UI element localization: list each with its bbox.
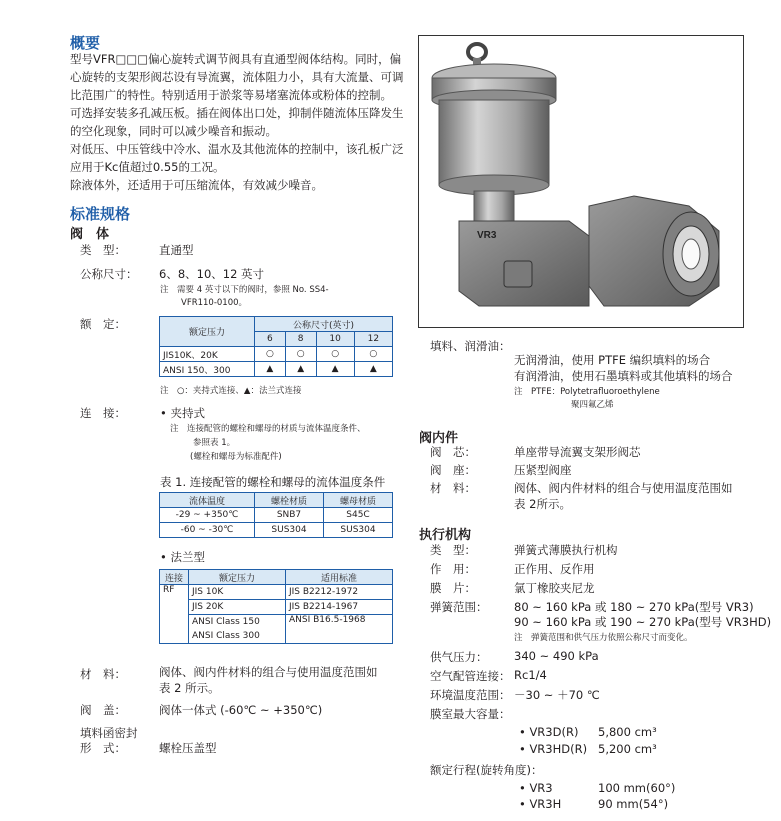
gland-label: 填料函密封	[80, 726, 138, 740]
type-label: 类 型：	[80, 243, 126, 257]
spring-value: 80 ~ 160 kPa 或 180 ~ 270 kPa(型号 VR3)	[514, 600, 754, 614]
action-label: 作 用：	[430, 562, 476, 576]
rating-cell: ○	[285, 347, 316, 362]
connection-label: 连 接：	[80, 406, 126, 420]
rating-cell: ○	[316, 347, 354, 362]
packing-line: 有润滑油，使用石墨填料或其他填料的场合	[514, 369, 733, 383]
overview-line: 心旋转的支架形阀芯设有导流翼，流体阻力小，具有大流量、可调	[70, 70, 404, 84]
overview-line: 对低压、中压管线中冷水、温水及其他流体的控制中，该孔板广泛	[70, 142, 404, 156]
air-value: Rc1/4	[514, 668, 547, 682]
capacity-item-name: • VR3HD(R)	[519, 742, 588, 756]
table2-cell: JIS 20K	[189, 600, 286, 615]
trim-material-value: 阀体、阀内件材料的组合与使用温度范围如	[514, 481, 733, 495]
rating-row-label: ANSI 150、300	[160, 362, 255, 377]
table2-header: 连接	[160, 570, 189, 585]
gland-label: 形 式：	[80, 741, 126, 755]
size-value: 6、8、10、12 英寸	[159, 267, 265, 281]
table2-cell: JIS B2214-1967	[286, 600, 393, 615]
overview-line: 型号VFR□□□偏心旋转式调节阀具有直通型阀体结构。同时，偏	[70, 52, 402, 66]
temp-label: 环境温度范围：	[430, 688, 511, 702]
table2-header: 额定压力	[189, 570, 286, 585]
table1-header: 螺母材质	[324, 493, 393, 508]
rating-cell: ▲	[285, 362, 316, 377]
spring-label: 弹簧范围：	[430, 600, 488, 614]
packing-line: 无润滑油，使用 PTFE 编织填料的场合	[514, 353, 711, 367]
overview-heading: 概要	[70, 34, 101, 52]
size-col: 10	[316, 332, 354, 347]
size-label: 公称尺寸：	[80, 267, 138, 281]
figure-label: VR3	[477, 230, 497, 241]
plug-value: 单座带导流翼支架形阀芯	[514, 445, 641, 459]
table2-cell: ANSI B16.5-1968	[286, 615, 393, 644]
size-col: 6	[255, 332, 286, 347]
packing-note: 聚四氟乙烯	[571, 400, 614, 410]
stroke-item-name: • VR3	[519, 781, 553, 795]
table1-cell: SUS304	[324, 523, 393, 538]
table1-cell: SUS304	[255, 523, 324, 538]
seat-label: 阀 座：	[430, 463, 476, 477]
gland-value: 螺栓压盖型	[159, 741, 217, 755]
size-header: 公称尺寸(英寸)	[255, 317, 393, 332]
table1	[159, 492, 393, 538]
spring-note: 注 弹簧范围和供气压力依照公称尺寸而变化。	[514, 633, 693, 643]
wafer-note: 注 连接配管的螺栓和螺母的材质与流体温度条件、	[170, 424, 366, 434]
table1-cell: -60 ~ -30℃	[160, 523, 255, 538]
wafer-note: 参照表 1。	[193, 438, 236, 448]
table1-cell: -29 ~ +350℃	[160, 508, 255, 523]
capacity-item-value: 5,800 cm³	[598, 725, 657, 739]
overview-line: 除液体外，还适用于可压缩流体，有效减少噪音。	[70, 178, 323, 192]
material-value: 表 2 所示。	[159, 681, 220, 695]
table1-cell: SNB7	[255, 508, 324, 523]
trim-material-value: 表 2所示。	[514, 497, 571, 511]
capacity-item-name: • VR3D(R)	[519, 725, 579, 739]
supply-value: 340 ~ 490 kPa	[514, 649, 599, 663]
rating-cell: ▲	[255, 362, 286, 377]
wafer-item: • 夹持式	[160, 406, 205, 420]
trim-heading: 阀内件	[419, 431, 459, 446]
actuator-heading: 执行机构	[419, 528, 472, 543]
rating-cell: ○	[354, 347, 392, 362]
stroke-label: 额定行程(旋转角度)：	[430, 763, 543, 777]
rating-row-label: JIS10K、20K	[160, 347, 255, 362]
actuator-type-label: 类 型：	[430, 543, 476, 557]
valve-figure	[418, 35, 744, 328]
packing-note: 注 PTFE：Polytetrafluoroethylene	[514, 387, 660, 397]
plug-label: 阀 芯：	[430, 445, 476, 459]
size-col: 12	[354, 332, 392, 347]
capacity-item-value: 5,200 cm³	[598, 742, 657, 756]
type-value: 直通型	[159, 243, 194, 257]
spring-value: 90 ~ 160 kPa 或 190 ~ 270 kPa(型号 VR3HD)	[514, 615, 772, 629]
size-note: VFR110-0100。	[181, 298, 248, 308]
action-value: 正作用、反作用	[514, 562, 595, 576]
table2-cell: JIS B2212-1972	[286, 585, 393, 600]
table1-title: 表 1. 连接配管的螺栓和螺母的流体温度条件	[160, 475, 386, 489]
air-label: 空气配管连接：	[430, 669, 511, 683]
size-col: 8	[285, 332, 316, 347]
overview-line: 的空化现象，同时可以减少噪音和振动。	[70, 124, 277, 138]
rating-cell: ○	[255, 347, 286, 362]
supply-label: 供气压力：	[430, 650, 488, 664]
body-heading: 阀 体	[70, 227, 110, 242]
rating-label: 额 定：	[80, 317, 126, 331]
stroke-item-value: 90 mm(54°)	[598, 797, 669, 811]
table2	[159, 569, 393, 644]
packing-label: 填料、润滑油：	[430, 339, 511, 353]
flange-item: • 法兰型	[160, 550, 205, 564]
table2-cell: ANSI Class 300	[189, 629, 286, 644]
stroke-item-value: 100 mm(60°)	[598, 781, 676, 795]
bonnet-value: 阀体一体式 (-60℃ ~ +350℃)	[159, 703, 323, 717]
overview-line: 可选择安装多孔减压板。插在阀体出口处，抑制伴随流体压降发生	[70, 106, 404, 120]
table2-cell: JIS 10K	[189, 585, 286, 600]
size-note: 注 需要 4 英寸以下的阀时，参照 No. SS4-	[160, 285, 329, 295]
table2-header: 适用标准	[286, 570, 393, 585]
specs-heading: 标准规格	[70, 205, 131, 223]
actuator-type-value: 弹簧式薄膜执行机构	[514, 543, 618, 557]
temp-value: －30 ~ ＋70 ℃	[514, 688, 600, 702]
overview-line: 应用于Kc值超过0.55的工况。	[70, 160, 225, 174]
diaphragm-label: 膜 片：	[430, 581, 476, 595]
rating-cell: ▲	[354, 362, 392, 377]
rating-cell: ▲	[316, 362, 354, 377]
table2-conn: RF	[160, 585, 189, 644]
valve-illustration	[419, 36, 743, 327]
stroke-item-name: • VR3H	[519, 797, 562, 811]
table1-header: 流体温度	[160, 493, 255, 508]
rating-note: 注 ○：夹持式连接、▲：法兰式连接	[160, 386, 302, 396]
capacity-label: 膜室最大容量：	[430, 707, 511, 721]
rating-header: 额定压力	[160, 317, 255, 347]
wafer-note: (螺栓和螺母为标准配件)	[190, 452, 282, 462]
material-label: 材 料：	[80, 667, 126, 681]
material-value: 阀体、阀内件材料的组合与使用温度范围如	[159, 665, 378, 679]
trim-material-label: 材 料：	[430, 481, 476, 495]
table2-cell: ANSI Class 150	[189, 615, 286, 630]
table1-header: 螺栓材质	[255, 493, 324, 508]
seat-value: 压紧型阀座	[514, 463, 572, 477]
overview-line: 比范围广的特性。特别适用于淤浆等易堵塞流体或粉体的控制。	[70, 88, 392, 102]
table1-cell: S45C	[324, 508, 393, 523]
bonnet-label: 阀 盖：	[80, 703, 126, 717]
diaphragm-value: 氯丁橡胶夹尼龙	[514, 581, 595, 595]
rating-table	[159, 316, 393, 377]
